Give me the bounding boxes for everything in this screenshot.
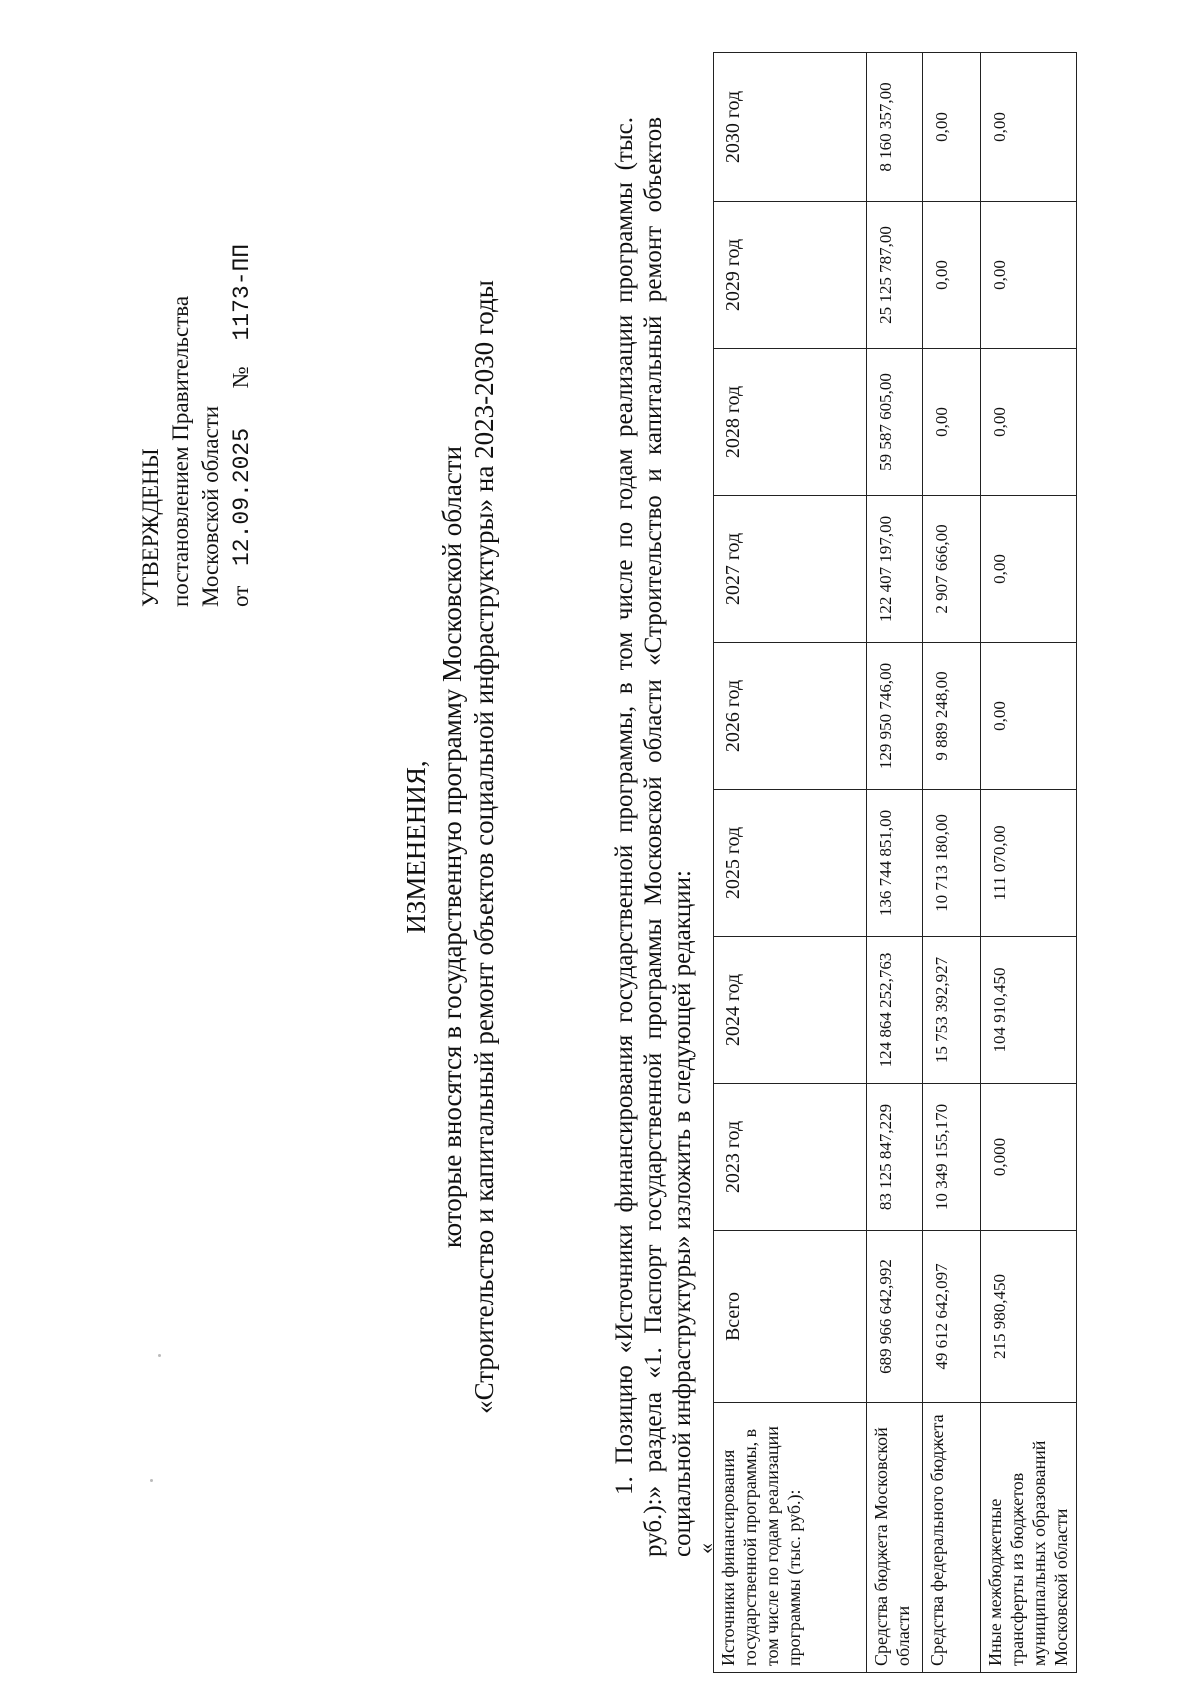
approval-stamp xyxy=(136,244,257,607)
header-cell-2030: 2030 год xyxy=(714,53,867,202)
approval-title: УТВЕРЖДЕНЫ xyxy=(138,448,163,607)
table-cell: 9 889 248,00 xyxy=(923,643,981,790)
header-cell-2025: 2025 год xyxy=(714,790,867,937)
table-cell: 25 125 787,00 xyxy=(867,202,923,349)
table-cell: 59 587 605,00 xyxy=(867,349,923,496)
table-cell: 129 950 746,00 xyxy=(867,643,923,790)
approval-date-line xyxy=(226,244,257,607)
header-cell-2026: 2026 год xyxy=(714,643,867,790)
table-cell: 111 070,00 xyxy=(981,790,1077,937)
header-cell-2027: 2027 год xyxy=(714,496,867,643)
approval-date: 12.09.2025 xyxy=(229,427,255,566)
row-label: Средства федерального бюджета xyxy=(923,1403,981,1673)
header-cell-2024: 2024 год xyxy=(714,937,867,1084)
table-cell: 49 612 642,097 xyxy=(923,1231,981,1403)
approval-authority: постановлением Правительства xyxy=(168,295,193,607)
table-cell: 10 349 155,170 xyxy=(923,1084,981,1231)
table-cell: 0,00 xyxy=(923,349,981,496)
table-row xyxy=(923,53,981,1673)
approval-number: 1173-ПП xyxy=(229,243,255,341)
table-cell: 122 407 197,00 xyxy=(867,496,923,643)
table-cell: 10 713 180,00 xyxy=(923,790,981,937)
table-cell: 2 907 666,00 xyxy=(923,496,981,643)
row-label: Средства бюджета Московской области xyxy=(867,1403,923,1673)
table-header-row xyxy=(714,53,867,1673)
header-cell-total: Всего xyxy=(714,1231,867,1403)
table-cell: 689 966 642,992 xyxy=(867,1231,923,1403)
title-heading: ИЗМЕНЕНИЯ, xyxy=(401,760,431,934)
table-row xyxy=(867,53,923,1673)
table-cell: 0,00 xyxy=(981,496,1077,643)
table-row xyxy=(981,53,1077,1673)
table-cell: 8 160 357,00 xyxy=(867,53,923,202)
table-cell: 0,000 xyxy=(981,1084,1077,1231)
table-cell: 0,00 xyxy=(923,53,981,202)
header-cell-2028: 2028 год xyxy=(714,349,867,496)
date-prefix: от xyxy=(228,585,253,607)
financing-table xyxy=(713,52,1077,1673)
table-cell: 104 910,450 xyxy=(981,937,1077,1084)
table-cell: 0,00 xyxy=(981,643,1077,790)
title-line-1: которые вносятся в государственную программу Московской области xyxy=(437,445,467,1249)
table-cell: 215 980,450 xyxy=(981,1231,1077,1403)
table-cell: 124 864 252,763 xyxy=(867,937,923,1084)
table-cell: 136 744 851,00 xyxy=(867,790,923,937)
opening-quote: « xyxy=(693,1543,718,1554)
table-cell: 15 753 392,927 xyxy=(923,937,981,1084)
header-cell-source: Источники финансирования государственной программы, в том числе по годам реализации программы (тыс. руб.): xyxy=(714,1403,867,1673)
scan-speck xyxy=(158,1354,161,1357)
title-line-2: «Строительство и капитальный ремонт объектов социальной инфраструктуры» на 2023-2030 годы xyxy=(469,280,499,1414)
table-cell: 0,00 xyxy=(981,202,1077,349)
document-title xyxy=(400,247,500,1447)
row-label: Иные межбюджетные трансферты из бюджетов муниципальных образований Московской области xyxy=(981,1403,1077,1673)
table-cell: 0,00 xyxy=(923,202,981,349)
scan-speck xyxy=(150,1479,153,1482)
amendment-text: 1. Позицию «Источники финансирования государственной программы, в том числе по годам реализации программы (тыс. руб.):» раздела «1. Паспорт государственной программы Московской области «Строительство и капитальный ремонт объектов социальной инфраструктуры» изложить в следующей редакции: xyxy=(611,117,696,1557)
number-prefix: № xyxy=(228,366,253,389)
table-cell: 83 125 847,229 xyxy=(867,1084,923,1231)
approval-region: Московской области xyxy=(198,405,223,607)
header-cell-2023: 2023 год xyxy=(714,1084,867,1231)
table-cell: 0,00 xyxy=(981,53,1077,202)
header-cell-2029: 2029 год xyxy=(714,202,867,349)
body-paragraph xyxy=(610,117,697,1557)
table-cell: 0,00 xyxy=(981,349,1077,496)
